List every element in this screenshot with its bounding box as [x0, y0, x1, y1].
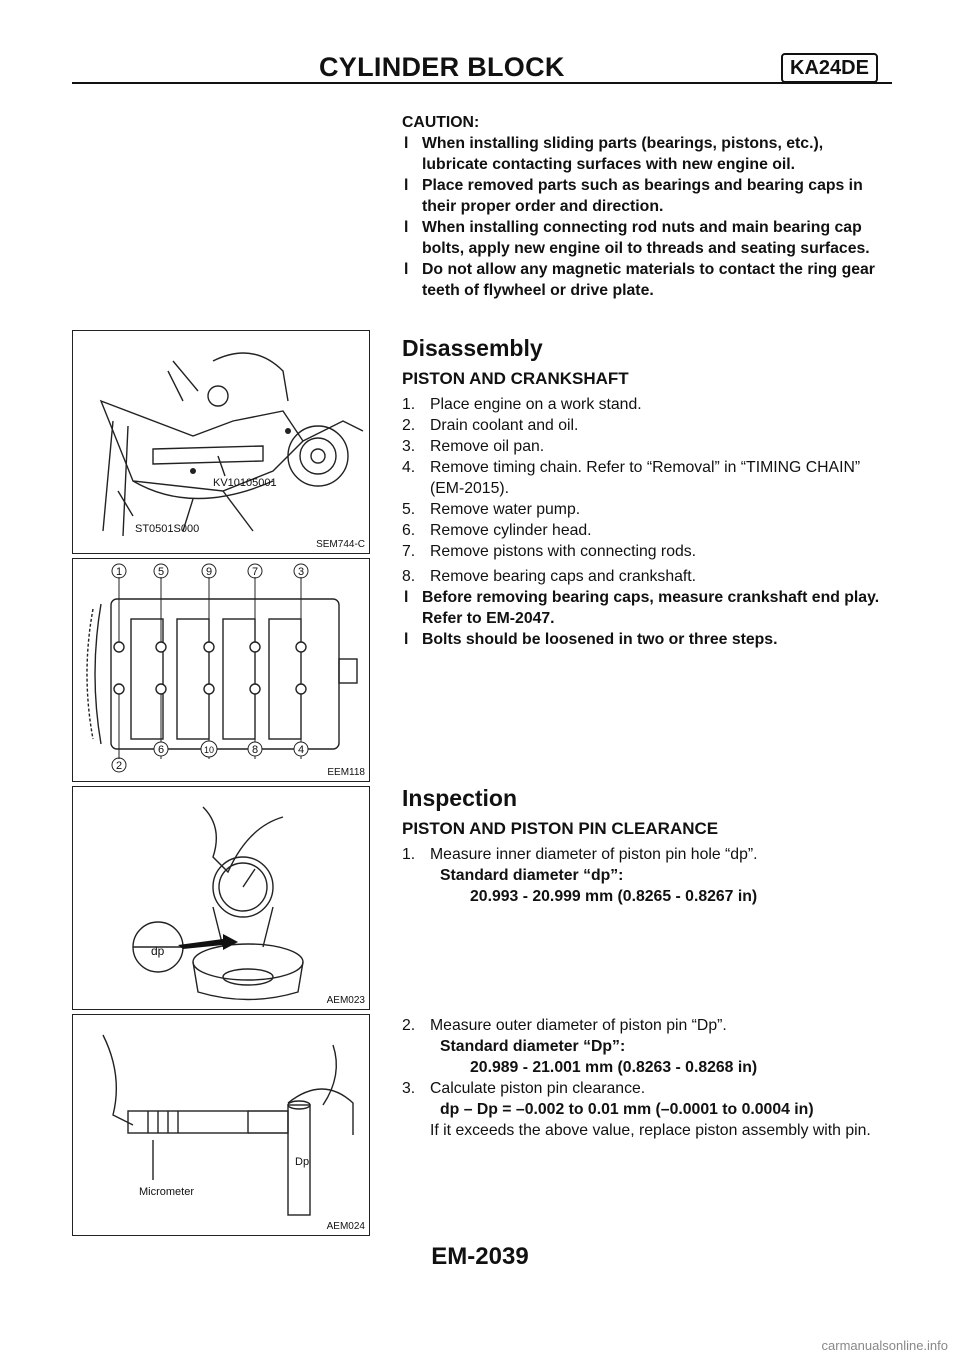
- bolt-number: 4: [297, 744, 305, 756]
- step-item: 7. Remove pistons with connecting rods.: [402, 543, 697, 560]
- bullet-icon: l: [404, 177, 409, 194]
- step-item: 2. Drain coolant and oil.: [402, 417, 579, 434]
- section-heading-inspection: Inspection: [402, 785, 518, 811]
- subheading-piston-pin: PISTON AND PISTON PIN CLEARANCE: [402, 819, 719, 838]
- figure-code: SEM744-C: [316, 539, 365, 550]
- subheading-piston-crankshaft: PISTON AND CRANKSHAFT: [402, 369, 629, 388]
- figure-label-tool-b: ST0501S000: [135, 523, 200, 535]
- step-item: 6. Remove cylinder head.: [402, 522, 592, 539]
- bullet-icon: l: [404, 631, 409, 648]
- clearance-value: dp – Dp = –0.002 to 0.01 mm (–0.0001 to 0.0004 in): [440, 1101, 814, 1118]
- figure-label-Dp: Dp: [295, 1156, 310, 1168]
- figure-illustration: [73, 559, 369, 781]
- step-item: 1. Place engine on a work stand.: [402, 396, 642, 413]
- note-item: l Bolts should be loosened in two or three steps.: [404, 631, 778, 648]
- bolt-number: 5: [157, 566, 165, 578]
- bolt-number: 1: [115, 566, 123, 578]
- figure-code: AEM024: [326, 1221, 365, 1232]
- watermark: carmanualsonline.info: [821, 1338, 948, 1353]
- figure-illustration: [73, 1015, 369, 1235]
- bolt-number: 8: [251, 744, 259, 756]
- caution-item: l Place removed parts such as bearings and bearing caps in their proper order and direction.: [404, 177, 863, 215]
- header-rule: [72, 82, 892, 84]
- bolt-number: 10: [203, 745, 215, 755]
- figure-illustration: [73, 331, 369, 553]
- bullet-icon: l: [404, 261, 409, 278]
- caution-item: l When installing sliding parts (bearings, pistons, etc.), lubricate contacting surfaces with new engine oil.: [404, 135, 824, 173]
- figure-label-tool-a: KV10105001: [213, 477, 277, 489]
- caution-item: l When installing connecting rod nuts and main bearing cap bolts, apply new engine oil to threads and seating surfaces.: [404, 219, 870, 257]
- caution-item: l Do not allow any magnetic materials to contact the ring gear teeth of flywheel or drive plate.: [404, 261, 875, 299]
- inspection-section: [402, 785, 892, 907]
- model-badge: KA24DE: [781, 53, 878, 83]
- figure-dial-gauge: [72, 786, 370, 1010]
- figure-label-micrometer: Micrometer: [139, 1186, 195, 1198]
- step-item: 2. Measure outer diameter of piston pin “Dp”.: [402, 1017, 727, 1034]
- figure-sst-install: [72, 330, 370, 554]
- bolt-number: 2: [115, 760, 123, 772]
- standard-label-dp: Standard diameter “dp”:: [440, 867, 624, 884]
- figure-label-dp: dp: [151, 944, 165, 958]
- bolt-number: 9: [205, 566, 213, 578]
- step-item: 1. Measure inner diameter of piston pin hole “dp”.: [402, 846, 758, 863]
- note-item: l Before removing bearing caps, measure crankshaft end play. Refer to EM-2047.: [404, 589, 880, 627]
- bullet-icon: l: [404, 589, 409, 606]
- figure-illustration: [73, 787, 369, 1009]
- step-item: 3. Remove oil pan.: [402, 438, 545, 455]
- figure-code: AEM023: [326, 995, 365, 1006]
- disassembly-step8: [402, 566, 892, 650]
- inspection-steps-2-3: [402, 1015, 892, 1141]
- bullet-icon: l: [404, 219, 409, 236]
- step-item: 4. Remove timing chain. Refer to “Removal” in “TIMING CHAIN” (EM-2015).: [402, 459, 861, 497]
- figure-micrometer: [72, 1014, 370, 1236]
- bolt-number: 3: [297, 566, 305, 578]
- replace-note: If it exceeds the above value, replace piston assembly with pin.: [430, 1122, 871, 1139]
- caution-label: CAUTION:: [402, 114, 480, 131]
- bullet-icon: l: [404, 135, 409, 152]
- standard-value-dp: 20.993 - 20.999 mm (0.8265 - 0.8267 in): [470, 888, 758, 905]
- step-item: 5. Remove water pump.: [402, 501, 581, 518]
- section-heading-disassembly: Disassembly: [402, 335, 543, 361]
- standard-value-Dp: 20.989 - 21.001 mm (0.8263 - 0.8268 in): [470, 1059, 758, 1076]
- bolt-number: 7: [251, 566, 259, 578]
- page-title: CYLINDER BLOCK: [319, 52, 565, 82]
- step-item: 3. Calculate piston pin clearance.: [402, 1080, 646, 1097]
- step-item: 8. Remove bearing caps and crankshaft.: [402, 568, 697, 585]
- page-number: EM-2039: [431, 1243, 529, 1270]
- bolt-number: 6: [157, 744, 165, 756]
- caution-block: [402, 112, 892, 301]
- figure-code: EEM118: [327, 767, 365, 778]
- figure-bolt-sequence: [72, 558, 370, 782]
- disassembly-steps: [402, 394, 892, 562]
- disassembly-section: [402, 335, 892, 562]
- standard-label-Dp: Standard diameter “Dp”:: [440, 1038, 626, 1055]
